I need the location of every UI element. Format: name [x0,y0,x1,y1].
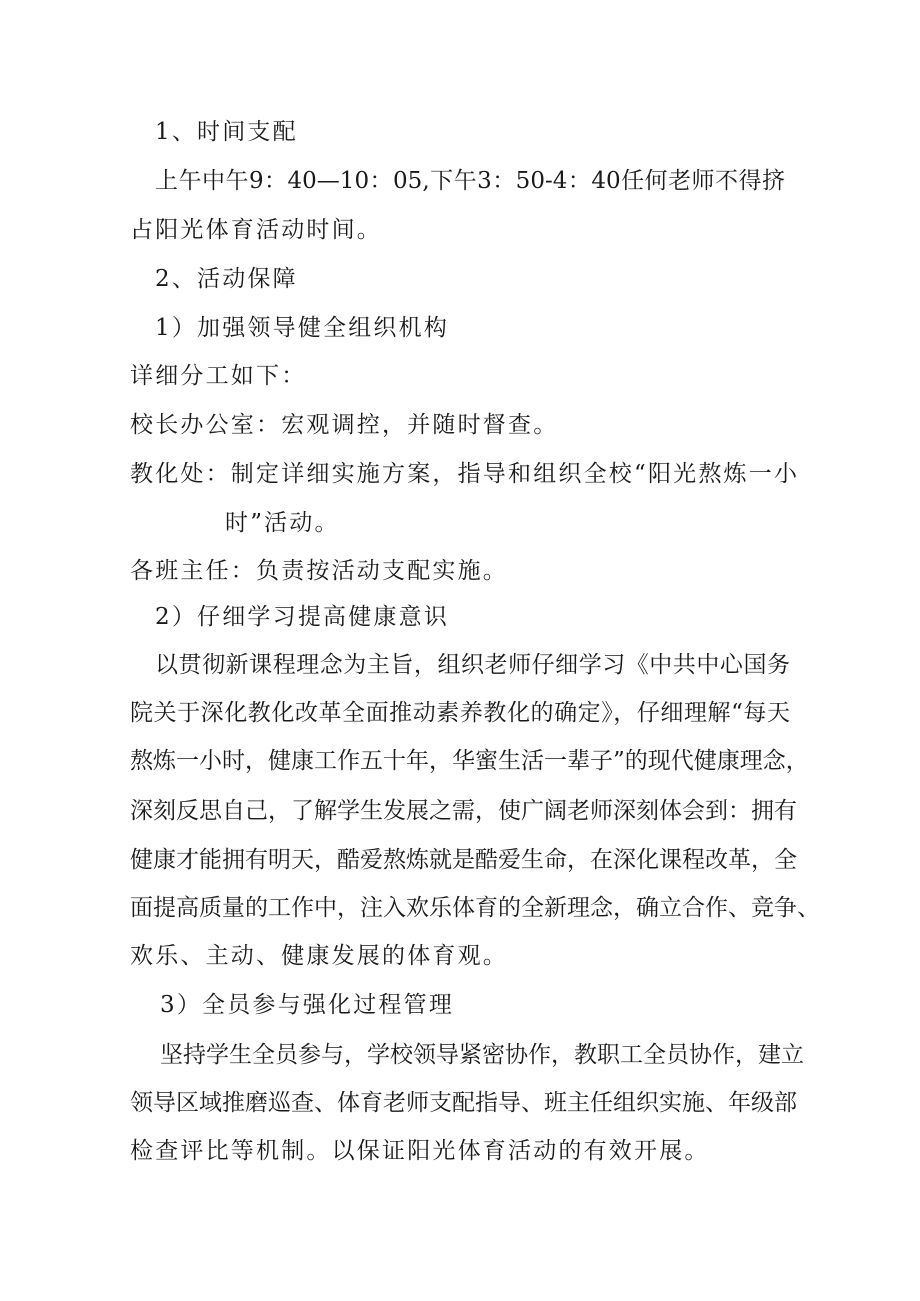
paragraph-line: 熬炼一小时，健康工作五十年，华蜜生活一辈子”的现代健康理念， [130,748,809,774]
paragraph-line: 以贯彻新课程理念为主旨，组织老师仔细学习《中共中心国务 [155,652,790,678]
paragraph-line: 占阳光体育活动时间。 [130,217,382,243]
paragraph-line: 上午中午9：40—10：05,下午3：50-4：40任何老师不得挤 [155,168,785,194]
paragraph-line: 院关于深化教化改革全面推动素养教化的确定》，仔细理解“每天 [130,700,790,726]
paragraph-line: 校长办公室：宏观调控，并随时督查。 [130,412,559,438]
subsection-heading: 3）全员参与强化过程管理 [160,992,455,1018]
subsection-heading: 2）仔细学习提高健康意识 [155,604,450,630]
paragraph-line: 详细分工如下： [130,363,307,389]
subsection-heading: 1）加强领导健全组织机构 [155,315,450,341]
section-heading-guarantee: 2、活动保障 [155,266,298,292]
paragraph-line: 坚持学生全员参与，学校领导紧密协作，教职工全员协作，建立 [160,1042,804,1068]
paragraph-line: 欢乐、主动、健康发展的体育观。 [130,943,508,969]
paragraph-line: 各班主任：负责按活动支配实施。 [130,558,508,584]
paragraph-line: 面提高质量的工作中，注入欢乐体育的全新理念，确立合作、竞争、 [130,895,820,921]
paragraph-line: 健康才能拥有明天，酷爱熬炼就是酷爱生命，在深化课程改革，全 [130,847,797,873]
paragraph-line: 深刻反思自己，了解学生发展之需，使广阔老师深刻体会到：拥有 [130,798,797,824]
paragraph-line: 教化处：制定详细实施方案，指导和组织全校“阳光熬炼一小 [130,461,800,487]
paragraph-line: 时”活动。 [225,510,340,536]
paragraph-line: 检查评比等机制。以保证阳光体育活动的有效开展。 [130,1138,710,1164]
paragraph-line: 领导区域推磨巡查、体育老师支配指导、班主任组织实施、年级部 [130,1090,797,1116]
section-heading-time: 1、时间支配 [155,119,298,145]
